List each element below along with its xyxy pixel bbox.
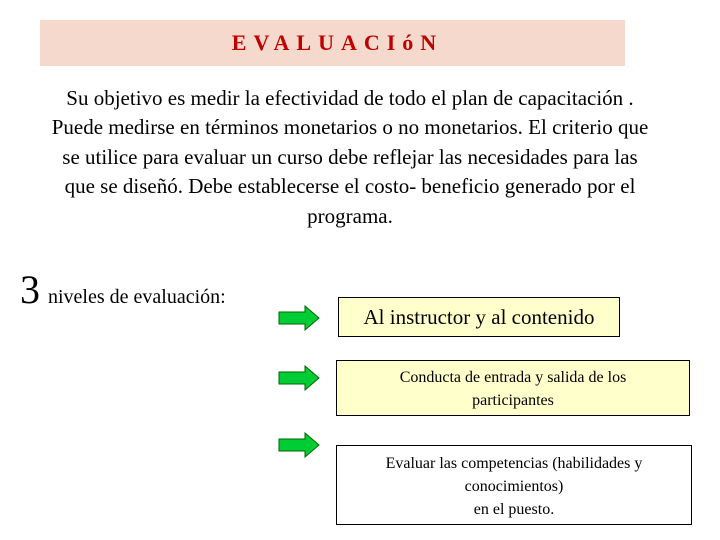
levels-label: niveles de evaluación: bbox=[48, 286, 226, 308]
title-bar bbox=[40, 20, 625, 66]
level-box-line: Evaluar las competencias (habilidades y bbox=[385, 455, 643, 472]
level-box-line: participantes bbox=[472, 392, 554, 409]
right-arrow-icon bbox=[278, 365, 320, 391]
level-box-text: Al instructor y al contenido bbox=[363, 305, 595, 329]
level-box-line: en el puesto. bbox=[473, 501, 555, 518]
levels-heading bbox=[20, 267, 226, 312]
level-box-behavior bbox=[336, 360, 690, 416]
page-title: EVALUACIóN bbox=[231, 30, 444, 55]
level-box-competencies bbox=[336, 445, 692, 525]
levels-number: 3 bbox=[20, 267, 40, 312]
level-box-line: conocimientos) bbox=[464, 478, 564, 495]
level-box-instructor bbox=[338, 297, 620, 337]
right-arrow-icon bbox=[278, 432, 320, 458]
right-arrow-icon bbox=[278, 305, 320, 331]
intro-paragraph: Su objetivo es medir la efectividad de todo el plan de capacitación . Puede medirse en términos monetarios o no monetarios. El criterio que se utilice para evaluar un curso debe reflejar las necesidades para las que se diseñó. Debe establecerse el costo- beneficio generado por el programa. bbox=[51, 86, 649, 228]
level-box-line: Conducta de entrada y salida de los bbox=[399, 369, 627, 386]
